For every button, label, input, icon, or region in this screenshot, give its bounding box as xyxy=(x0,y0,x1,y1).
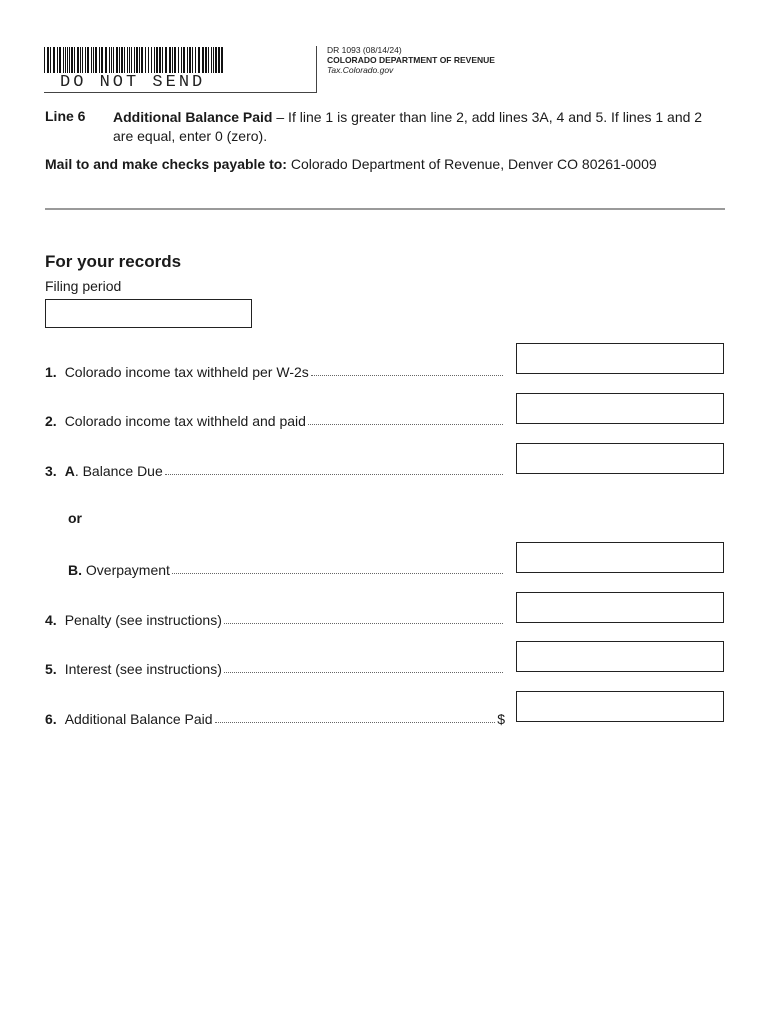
barcode-bar xyxy=(189,47,191,73)
barcode-bar xyxy=(77,47,79,73)
line-label: Interest (see instructions) xyxy=(64,661,222,677)
barcode-bar xyxy=(67,47,68,73)
barcode-bar xyxy=(111,47,112,73)
line-number: 2. xyxy=(45,413,57,429)
barcode-bar xyxy=(218,47,220,73)
barcode-bar xyxy=(156,47,158,73)
barcode-bar xyxy=(113,47,114,73)
barcode-bar xyxy=(99,47,100,73)
line-3a-input[interactable] xyxy=(516,443,724,474)
barcode-bar xyxy=(183,47,185,73)
barcode-bar xyxy=(165,47,167,73)
line-number: 5. xyxy=(45,661,57,677)
barcode-bar xyxy=(134,47,135,73)
barcode-bar xyxy=(93,47,94,73)
line-sub-letter: A xyxy=(64,463,75,479)
line-label: Additional Balance Paid xyxy=(64,711,213,727)
barcode-bar xyxy=(213,47,214,73)
barcode-bar xyxy=(139,47,140,73)
barcode-bar xyxy=(195,47,196,73)
barcode xyxy=(44,47,224,73)
barcode-bar xyxy=(169,47,171,73)
line6-description: – If line 1 is greater than line 2, add lines 3A, 4 and 5. If lines 1 and 2 are equal, enter 0 (zero). xyxy=(113,109,703,144)
mail-address: Colorado Department of Revenue, Denver CO 80261-0009 xyxy=(286,156,657,172)
form-number: DR 1093 (08/14/24) xyxy=(327,45,402,55)
barcode-bar xyxy=(82,47,83,73)
line-2-row xyxy=(45,409,505,429)
barcode-bar xyxy=(87,47,89,73)
header-divider-vertical xyxy=(316,46,317,93)
barcode-bar xyxy=(211,47,212,73)
barcode-bar xyxy=(159,47,161,73)
barcode-bar xyxy=(145,47,146,73)
barcode-bar xyxy=(65,47,66,73)
barcode-bar xyxy=(131,47,132,73)
barcode-bar xyxy=(162,47,163,73)
barcode-bar xyxy=(215,47,217,73)
filing-period-input[interactable] xyxy=(45,299,252,328)
line-1-row xyxy=(45,360,505,380)
dot-leader xyxy=(224,671,503,673)
line-number: 6. xyxy=(45,711,57,727)
section-divider xyxy=(45,208,725,210)
barcode-bar xyxy=(121,47,123,73)
barcode-bar xyxy=(205,47,207,73)
barcode-bar xyxy=(59,47,61,73)
line-label xyxy=(68,562,170,578)
barcode-bar xyxy=(116,47,118,73)
line-6-input[interactable] xyxy=(516,691,724,722)
line-label: Penalty (see instructions) xyxy=(64,612,222,628)
barcode-bar xyxy=(69,47,70,73)
line-5-row xyxy=(45,657,505,677)
line-sub-letter: B. xyxy=(68,562,82,578)
dot-leader xyxy=(215,721,496,723)
barcode-bar xyxy=(181,47,182,73)
barcode-bar xyxy=(172,47,173,73)
line6-title: Additional Balance Paid xyxy=(113,109,273,125)
header-divider-horizontal xyxy=(44,92,317,93)
line-label: Colorado income tax withheld and paid xyxy=(64,413,306,429)
form-identifier xyxy=(327,45,495,75)
mail-instruction xyxy=(45,156,657,172)
dot-leader xyxy=(165,473,503,475)
line-1-input[interactable] xyxy=(516,343,724,374)
line-2-input[interactable] xyxy=(516,393,724,424)
barcode-bar xyxy=(129,47,130,73)
line-6-row xyxy=(45,707,505,727)
line-3b-input[interactable] xyxy=(516,542,724,573)
line-number: 4. xyxy=(45,612,57,628)
dot-leader xyxy=(308,423,503,425)
line-label-text: . Balance Due xyxy=(74,463,163,479)
barcode-bar xyxy=(47,47,49,73)
department-name: COLORADO DEPARTMENT OF REVENUE xyxy=(327,55,495,65)
barcode-bar xyxy=(148,47,149,73)
barcode-bar xyxy=(136,47,138,73)
records-title: For your records xyxy=(45,252,182,271)
barcode-bar xyxy=(174,47,176,73)
line-5-input[interactable] xyxy=(516,641,724,672)
barcode-bar xyxy=(124,47,125,73)
line-label: Colorado income tax withheld per W-2s xyxy=(64,364,309,380)
barcode-bar xyxy=(53,47,55,73)
dollar-sign: $ xyxy=(497,711,505,727)
barcode-caption: DO NOT SEND xyxy=(60,73,206,92)
barcode-bar xyxy=(95,47,97,73)
barcode-bar xyxy=(74,47,75,73)
barcode-bar xyxy=(71,47,73,73)
barcode-bar xyxy=(187,47,188,73)
barcode-bar xyxy=(119,47,120,73)
or-label: or xyxy=(68,510,82,526)
line-label xyxy=(65,463,163,479)
filing-period-label: Filing period xyxy=(45,278,122,294)
line-number: 3. xyxy=(45,463,57,479)
line-3a-row xyxy=(45,459,505,479)
barcode-bar xyxy=(109,47,110,73)
barcode-bar xyxy=(208,47,209,73)
barcode-bar xyxy=(63,47,64,73)
line-3b-row xyxy=(68,558,505,578)
line6-label: Line 6 xyxy=(45,108,86,124)
barcode-bar xyxy=(80,47,81,73)
barcode-bar xyxy=(44,47,45,73)
website: Tax.Colorado.gov xyxy=(327,65,394,75)
barcode-bar xyxy=(151,47,152,73)
barcode-bar xyxy=(127,47,128,73)
barcode-bar xyxy=(141,47,143,73)
barcode-bar xyxy=(198,47,200,73)
barcode-bar xyxy=(101,47,103,73)
line-label-text: Overpayment xyxy=(82,562,170,578)
barcode-bar xyxy=(85,47,86,73)
line-4-input[interactable] xyxy=(516,592,724,623)
dot-leader xyxy=(311,374,503,376)
barcode-bar xyxy=(50,47,51,73)
barcode-bar xyxy=(178,47,179,73)
barcode-bar xyxy=(154,47,155,73)
barcode-bar xyxy=(91,47,92,73)
barcode-bar xyxy=(221,47,223,73)
dot-leader xyxy=(224,622,503,624)
barcode-bar xyxy=(57,47,58,73)
line-4-row xyxy=(45,608,505,628)
line-number: 1. xyxy=(45,364,57,380)
barcode-bar xyxy=(192,47,193,73)
dot-leader xyxy=(172,572,503,574)
line6-instruction xyxy=(113,108,723,146)
mail-label: Mail to and make checks payable to: xyxy=(45,156,287,172)
barcode-bar xyxy=(105,47,107,73)
barcode-bar xyxy=(202,47,204,73)
